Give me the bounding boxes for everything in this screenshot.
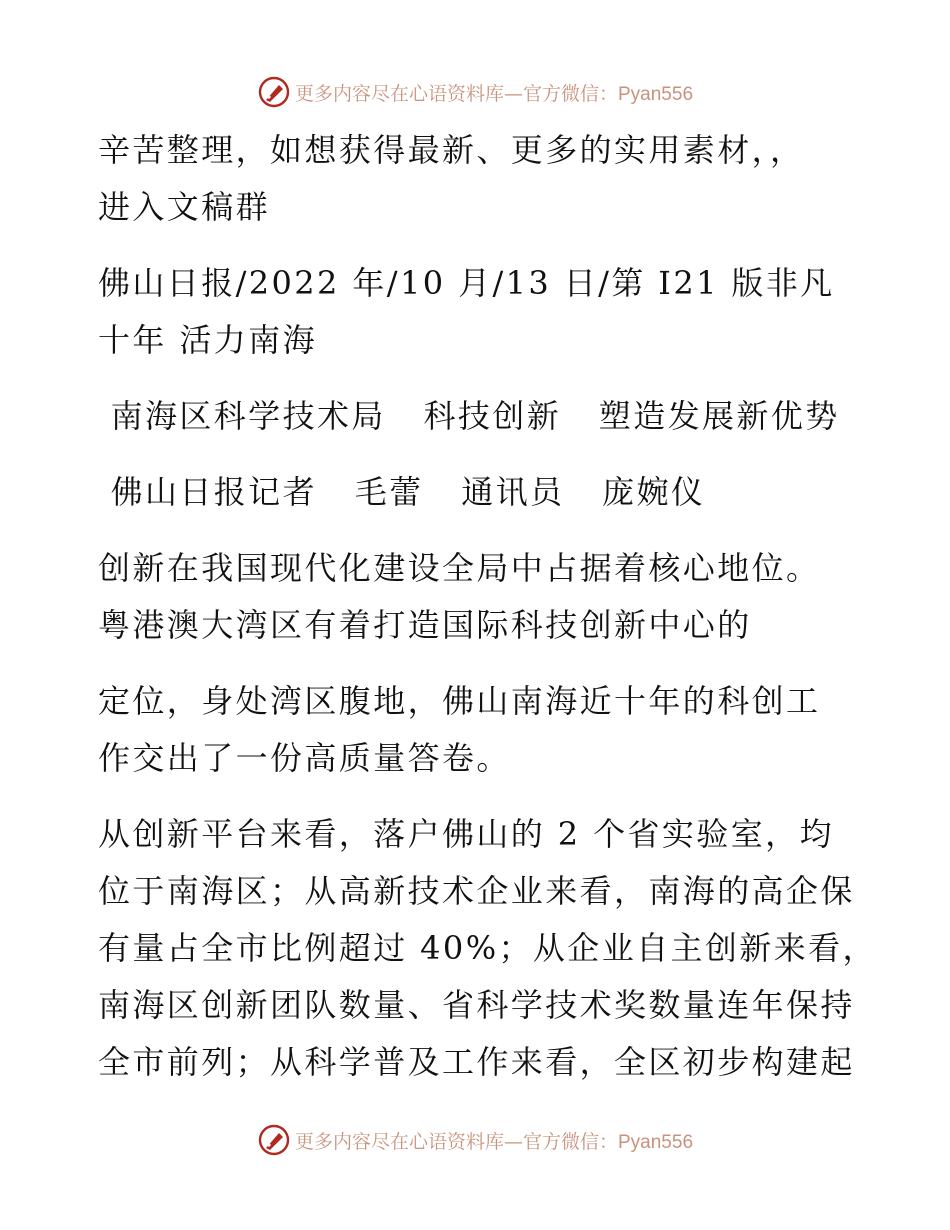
text-line: 作交出了一份高质量答卷。 — [98, 739, 511, 777]
text-line: 创新在我国现代化建设全局中占据着核心地位。 — [98, 549, 821, 587]
text-line: 佛山日报记者 毛蕾 通讯员 庞婉仪 — [98, 473, 706, 511]
text-line: 辛苦整理，如想获得最新、更多的实用素材，， — [98, 131, 805, 169]
paragraph — [98, 464, 858, 521]
paragraph — [98, 673, 858, 787]
text-line: 佛山日报/2022 年/10 月/13 日/第 I21 版非凡 — [98, 264, 835, 302]
paragraph — [98, 255, 858, 369]
pen-nib-circle-icon — [257, 1123, 291, 1157]
watermark-text: 更多内容尽在心语资料库—官方微信：Pyan556 — [294, 82, 694, 105]
watermark-text: 更多内容尽在心语资料库—官方微信：Pyan556 — [294, 1130, 694, 1153]
text-line: 南海区创新团队数量、省科学技术奖数量连年保持 — [98, 986, 855, 1024]
paragraph — [98, 122, 858, 236]
document-body — [98, 122, 877, 1110]
header-watermark — [0, 72, 950, 112]
text-line: 定位，身处湾区腹地，佛山南海近十年的科创工 — [98, 682, 821, 720]
paragraph — [98, 806, 877, 1091]
text-line: 全市前列；从科学普及工作来看，全区初步构建起 — [98, 1043, 855, 1081]
text-line: 有量占全市比例超过 40%；从企业自主创新来看， — [98, 929, 877, 967]
paragraph — [98, 540, 858, 654]
text-line: 南海区科学技术局 科技创新 塑造发展新优势 — [98, 397, 840, 435]
paragraph — [98, 388, 858, 445]
footer-watermark — [0, 1120, 950, 1160]
text-line: 从创新平台来看，落户佛山的 2 个省实验室，均 — [98, 815, 834, 853]
text-line: 十年 活力南海 — [98, 321, 317, 359]
text-line: 粤港澳大湾区有着打造国际科技创新中心的 — [98, 606, 752, 644]
text-line: 进入文稿群 — [98, 188, 271, 226]
pen-nib-circle-icon — [257, 75, 291, 109]
text-line: 位于南海区；从高新技术企业来看，南海的高企保 — [98, 872, 855, 910]
